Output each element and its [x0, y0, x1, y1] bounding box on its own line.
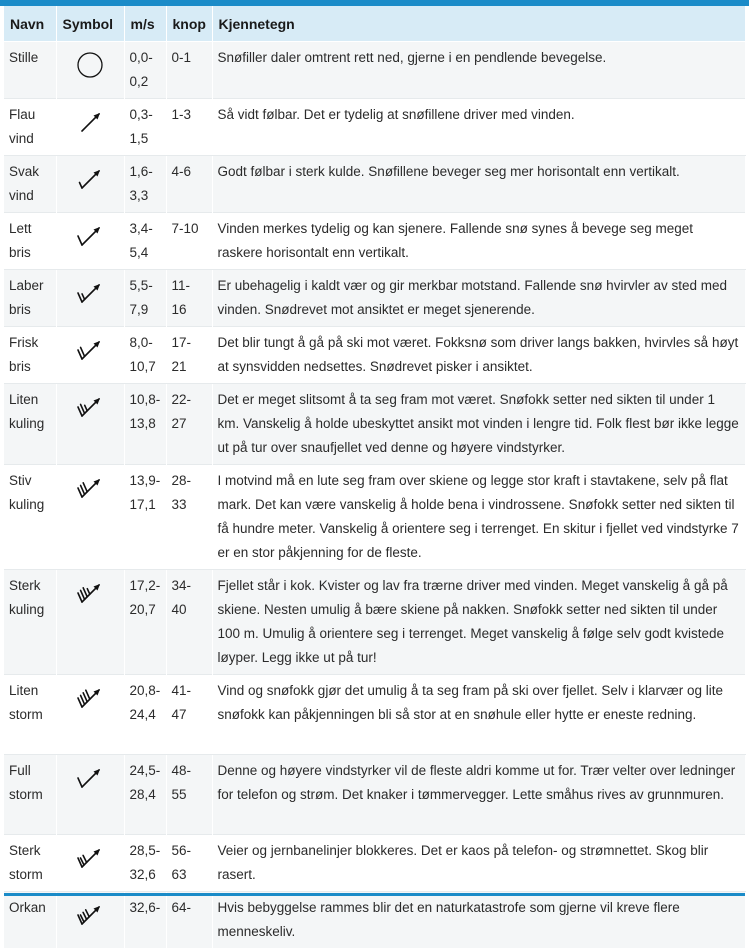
calm-circle-icon — [75, 50, 105, 80]
navn-line: vind — [9, 188, 34, 203]
wind-pennant-icon — [75, 763, 105, 793]
navn-line: Sterk — [9, 843, 41, 858]
navn-line: storm — [9, 867, 43, 882]
ms-line: 32,6 — [130, 867, 156, 882]
header-knop: knop — [166, 6, 212, 42]
cell-symbol — [56, 327, 124, 384]
ms-line: 24,4 — [130, 707, 156, 722]
ms-line: 32,6- — [130, 900, 161, 915]
cell-kjennetegn: I motvind må en lute seg fram over skiene og legge stor kraft i stavtakene, selv på flat mark. Det kan være vanskelig å holde bena i vindrossene. Snøfokk setter ned sikten til få hundre meter. Vanskelig å orientere seg i terrenget. En skitur i fjellet ved vindstyrke 7 er en stor påkjenning for de fleste. — [212, 465, 745, 570]
navn-line: Liten — [9, 392, 38, 407]
ms-line: 10,8- — [130, 392, 161, 407]
cell-symbol — [56, 270, 124, 327]
ms-line: 0,3- — [130, 107, 153, 122]
cell-ms — [124, 835, 166, 892]
cell-kjennetegn: Er ubehagelig i kaldt vær og gir merkbar motstand. Fallende snø hvirvler av sted med vinden. Snødrevet mot ansiktet er meget sjenerende. — [212, 270, 745, 327]
ms-line: 28,4 — [130, 787, 156, 802]
cell-ms — [124, 675, 166, 755]
ms-line: 1,6- — [130, 164, 153, 179]
table-row — [4, 675, 745, 755]
cell-kjennetegn: Vind og snøfokk gjør det umulig å ta seg fram på ski over fjellet. Selv i klarvær og lite snøfokk kan påkjenningen bli så stor at en snøhule eller hytte er eneste redning. — [212, 675, 745, 755]
navn-line: storm — [9, 787, 43, 802]
table-row — [4, 570, 745, 675]
navn-line: Liten — [9, 683, 38, 698]
knop-line: 47 — [172, 707, 187, 722]
cell-knop — [166, 42, 212, 99]
cell-symbol — [56, 99, 124, 156]
cell-knop — [166, 270, 212, 327]
cell-navn — [4, 384, 56, 465]
cell-ms — [124, 327, 166, 384]
cell-knop — [166, 570, 212, 675]
cell-knop — [166, 835, 212, 892]
cell-kjennetegn: Hvis bebyggelse rammes blir det en naturkatastrofe som gjerne vil kreve flere menneskeliv. — [212, 892, 745, 948]
knop-line: 41- — [172, 683, 192, 698]
cell-navn — [4, 99, 56, 156]
navn-line: Full — [9, 763, 31, 778]
table-row — [4, 892, 745, 948]
cell-kjennetegn: Veier og jernbanelinjer blokkeres. Det er kaos på telefon- og strømnettet. Skog blir rasert. — [212, 835, 745, 892]
wind-barb-icon — [75, 164, 105, 194]
beaufort-table — [4, 6, 746, 948]
table-row — [4, 99, 745, 156]
header-row — [4, 6, 745, 42]
cell-symbol — [56, 755, 124, 835]
knop-line: 55 — [172, 787, 187, 802]
wind-barb-icon — [75, 578, 105, 608]
cell-ms — [124, 213, 166, 270]
cell-knop — [166, 892, 212, 948]
navn-line: Frisk — [9, 335, 38, 350]
cell-navn — [4, 892, 56, 948]
ms-line: 0,2 — [130, 74, 149, 89]
cell-symbol — [56, 156, 124, 213]
cell-ms — [124, 892, 166, 948]
cell-knop — [166, 327, 212, 384]
ms-line: 13,8 — [130, 416, 156, 431]
cell-ms — [124, 755, 166, 835]
ms-line: 1,5 — [130, 131, 149, 146]
navn-line: kuling — [9, 497, 44, 512]
navn-line: bris — [9, 302, 31, 317]
ms-line: 3,3 — [130, 188, 149, 203]
cell-navn — [4, 213, 56, 270]
cell-navn — [4, 465, 56, 570]
navn-line: Lett — [9, 221, 32, 236]
cell-navn — [4, 675, 56, 755]
cell-navn — [4, 42, 56, 99]
knop-line: 40 — [172, 602, 187, 617]
ms-line: 5,4 — [130, 245, 149, 260]
cell-ms — [124, 465, 166, 570]
cell-kjennetegn: Denne og høyere vindstyrker vil de fleste aldri komme ut for. Trær velter over ledninger for telefon og strøm. Det knaker i tømmervegger. Lette småhus rives av grunnmuren. — [212, 755, 745, 835]
ms-line: 17,1 — [130, 497, 156, 512]
cell-kjennetegn: Snøfiller daler omtrent rett ned, gjerne i en pendlende bevegelse. — [212, 42, 745, 99]
cell-symbol — [56, 42, 124, 99]
table-row — [4, 755, 745, 835]
wind-pennant-icon — [75, 843, 105, 873]
navn-line: bris — [9, 245, 31, 260]
cell-symbol — [56, 465, 124, 570]
navn-line: vind — [9, 131, 34, 146]
ms-line: 3,4- — [130, 221, 153, 236]
cell-kjennetegn: Så vidt følbar. Det er tydelig at snøfillene driver med vinden. — [212, 99, 745, 156]
cell-symbol — [56, 835, 124, 892]
ms-line: 0,0- — [130, 50, 153, 65]
knop-line: 21 — [172, 359, 187, 374]
cell-knop — [166, 99, 212, 156]
wind-barb-icon — [75, 473, 105, 503]
wind-barb-icon — [75, 278, 105, 308]
cell-symbol — [56, 675, 124, 755]
cell-ms — [124, 570, 166, 675]
cell-ms — [124, 270, 166, 327]
navn-line: Stille — [9, 50, 38, 65]
cell-symbol — [56, 384, 124, 465]
ms-line: 7,9 — [130, 302, 149, 317]
knop-line: 22- — [172, 392, 192, 407]
cell-navn — [4, 755, 56, 835]
table-row — [4, 384, 745, 465]
cell-ms — [124, 99, 166, 156]
navn-line: Sterk — [9, 578, 41, 593]
navn-line: Svak — [9, 164, 39, 179]
knop-line: 34- — [172, 578, 192, 593]
table-row — [4, 327, 745, 384]
cell-knop — [166, 213, 212, 270]
cell-ms — [124, 384, 166, 465]
header-navn: Navn — [4, 6, 56, 42]
navn-line: kuling — [9, 602, 44, 617]
cell-knop — [166, 465, 212, 570]
table-row — [4, 213, 745, 270]
knop-line: 1-3 — [172, 107, 192, 122]
cell-symbol — [56, 892, 124, 948]
ms-line: 28,5- — [130, 843, 161, 858]
header-symbol: Symbol — [56, 6, 124, 42]
navn-line: Flau — [9, 107, 35, 122]
ms-line: 20,8- — [130, 683, 161, 698]
header-ms: m/s — [124, 6, 166, 42]
header-kjennetegn: Kjennetegn — [212, 6, 745, 42]
ms-line: 8,0- — [130, 335, 153, 350]
cell-kjennetegn: Fjellet står i kok. Kvister og lav fra trærne driver med vinden. Meget vanskelig å gå på skiene. Nesten umulig å bære skiene på nakken. Snøfokk setter ned sikten til under 100 m. Umulig å orientere seg i terrenget. Meget vanskelig å følge selv godt kvistede løyper. Legg ikke ut på tur! — [212, 570, 745, 675]
cell-navn — [4, 156, 56, 213]
table-row — [4, 42, 745, 99]
table-body — [4, 42, 745, 948]
wind-pennant-icon — [75, 900, 105, 930]
ms-line: 17,2- — [130, 578, 161, 593]
knop-line: 48- — [172, 763, 192, 778]
cell-navn — [4, 270, 56, 327]
navn-line: Stiv — [9, 473, 32, 488]
ms-line: 24,5- — [130, 763, 161, 778]
knop-line: 64- — [172, 900, 192, 915]
cell-symbol — [56, 213, 124, 270]
navn-line: Orkan — [9, 900, 46, 915]
wind-barb-icon — [75, 221, 105, 251]
cell-navn — [4, 835, 56, 892]
table-row — [4, 156, 745, 213]
knop-line: 11- — [172, 278, 191, 293]
cell-knop — [166, 675, 212, 755]
wind-barb-icon — [75, 683, 105, 713]
cell-ms — [124, 42, 166, 99]
knop-line: 33 — [172, 497, 187, 512]
knop-line: 63 — [172, 867, 187, 882]
knop-line: 0-1 — [172, 50, 192, 65]
knop-line: 4-6 — [172, 164, 192, 179]
ms-line: 20,7 — [130, 602, 156, 617]
navn-line: bris — [9, 359, 31, 374]
table-row — [4, 270, 745, 327]
cell-symbol — [56, 570, 124, 675]
cell-navn — [4, 570, 56, 675]
wind-barb-icon — [75, 335, 105, 365]
navn-line: storm — [9, 707, 43, 722]
wind-barb-icon — [75, 107, 105, 137]
cell-kjennetegn: Det er meget slitsomt å ta seg fram mot været. Snøfokk setter ned sikten til under 1 km. Vanskelig å holde ubeskyttet ansikt mot vinden i lengre tid. Folk flest bør ikke legge ut på tur over snaufjellet ved denne og høyere vindstyrker. — [212, 384, 745, 465]
ms-line: 5,5- — [130, 278, 153, 293]
knop-line: 56- — [172, 843, 192, 858]
knop-line: 17- — [172, 335, 192, 350]
knop-line: 28- — [172, 473, 192, 488]
knop-line: 7-10 — [172, 221, 199, 236]
cell-kjennetegn: Godt følbar i sterk kulde. Snøfillene beveger seg mer horisontalt enn vertikalt. — [212, 156, 745, 213]
knop-line: 16 — [172, 302, 187, 317]
cell-ms — [124, 156, 166, 213]
cell-navn — [4, 327, 56, 384]
navn-line: kuling — [9, 416, 44, 431]
cell-kjennetegn: Det blir tungt å gå på ski mot været. Fokksnø som driver langs bakken, hvirvles så høyt at synsvidden nedsettes. Snødrevet pisker i ansiktet. — [212, 327, 745, 384]
cell-kjennetegn: Vinden merkes tydelig og kan sjenere. Fallende snø synes å bevege seg meget raskere horisontalt enn vertikalt. — [212, 213, 745, 270]
cell-knop — [166, 384, 212, 465]
navn-line: Laber — [9, 278, 44, 293]
cell-knop — [166, 156, 212, 213]
cell-knop — [166, 755, 212, 835]
table-row — [4, 465, 745, 570]
ms-line: 13,9- — [130, 473, 161, 488]
knop-line: 27 — [172, 416, 187, 431]
table-row — [4, 835, 745, 892]
ms-line: 10,7 — [130, 359, 156, 374]
wind-barb-icon — [75, 392, 105, 422]
